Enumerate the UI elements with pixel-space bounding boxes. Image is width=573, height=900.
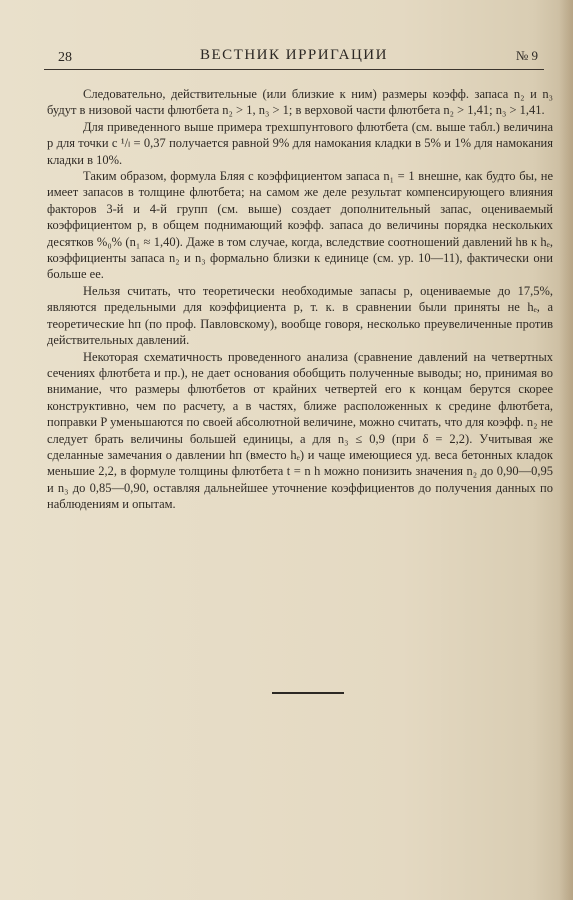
page-number: 28	[58, 50, 72, 65]
paragraph-4: Нельзя считать, что теоретически необходимые запасы p, оцениваемые до 17,5%, являются предельными для коэффициента p, т. к. в сравнении были приняты не hₑ, а теоретические hп (по проф. Павловскому), вообще говоря, несколько преувеличенные против действительных давлений.	[47, 283, 553, 348]
page-edge-shadow	[559, 0, 573, 900]
paragraph-3: Таким образом, формула Бляя с коэффициентом запаса n₁ = 1 внешне, как будто бы, не имеет запасов в толщине флютбета; на самом же деле результат компенсирующего влияния факторов 3-й и 4-й групп (см. выше) создает дополнительный запас, оцениваемый коэффициентом p, в общем поднимающий коэфф. запаса до величины порядка нескольких десятков %₀% (n₁ ≈ 1,40). Даже в том случае, когда, вследствие соотношений давлений hв к hₑ, коэффициенты запаса n₂ и n₃ формально близки к единице (см. ур. 10—11), фактически они больше ее.	[47, 169, 553, 282]
page-header	[44, 46, 544, 68]
paragraph-2: Для приведенного выше примера трехшпунтового флютбета (см. выше табл.) величина p для точки с ¹/ₗ = 0,37 получается равной 9% для намокания кладки в 5% и 1% для намокания кладки в 10%.	[47, 119, 553, 167]
paragraph-5: Некоторая схематичность проведенного анализа (сравнение давлений на четвертных сечениях флютбета и пр.), не дает основания обобщить полученные выводы; но, принимая во внимание, что размеры флютбетов от крайних четвертей его к концам берутся скорее конструктивно, чем по расчету, а в частях, ближе расположенных к средине флютбета, поправки P уменьшаются по своей абсолютной величине, можно считать, что для коэфф. n₂ не следует брать величины большей единицы, а для n₃ ≤ 0,9 (при δ = 2,2). Учитывая же сделанные замечания о давлении hп (вместо hₑ) и чаще имеющиеся уд. веса бетонных кладок меньшие 2,2, в формуле толщины флютбета t = n h можно понизить значения n₂ до 0,90—0,95 и n₃ до 0,85—0,90, оставляя дальнейшее уточнение коэффициентов до получения данных по наблюдениям и опытам.	[47, 349, 553, 512]
header-rule	[44, 69, 544, 70]
closing-rule	[272, 692, 344, 694]
paragraph-1: Следовательно, действительные (или близкие к ним) размеры коэфф. запаса n₂ и n₃ будут в низовой части флютбета n₂ > 1, n₃ > 1; в верховой части флютбета n₂ > 1,41; n₃ > 1,41.	[47, 87, 553, 118]
article-body	[47, 86, 553, 513]
issue-number: № 9	[515, 48, 538, 63]
journal-title: ВЕСТНИК ИРРИГАЦИИ	[200, 47, 388, 63]
